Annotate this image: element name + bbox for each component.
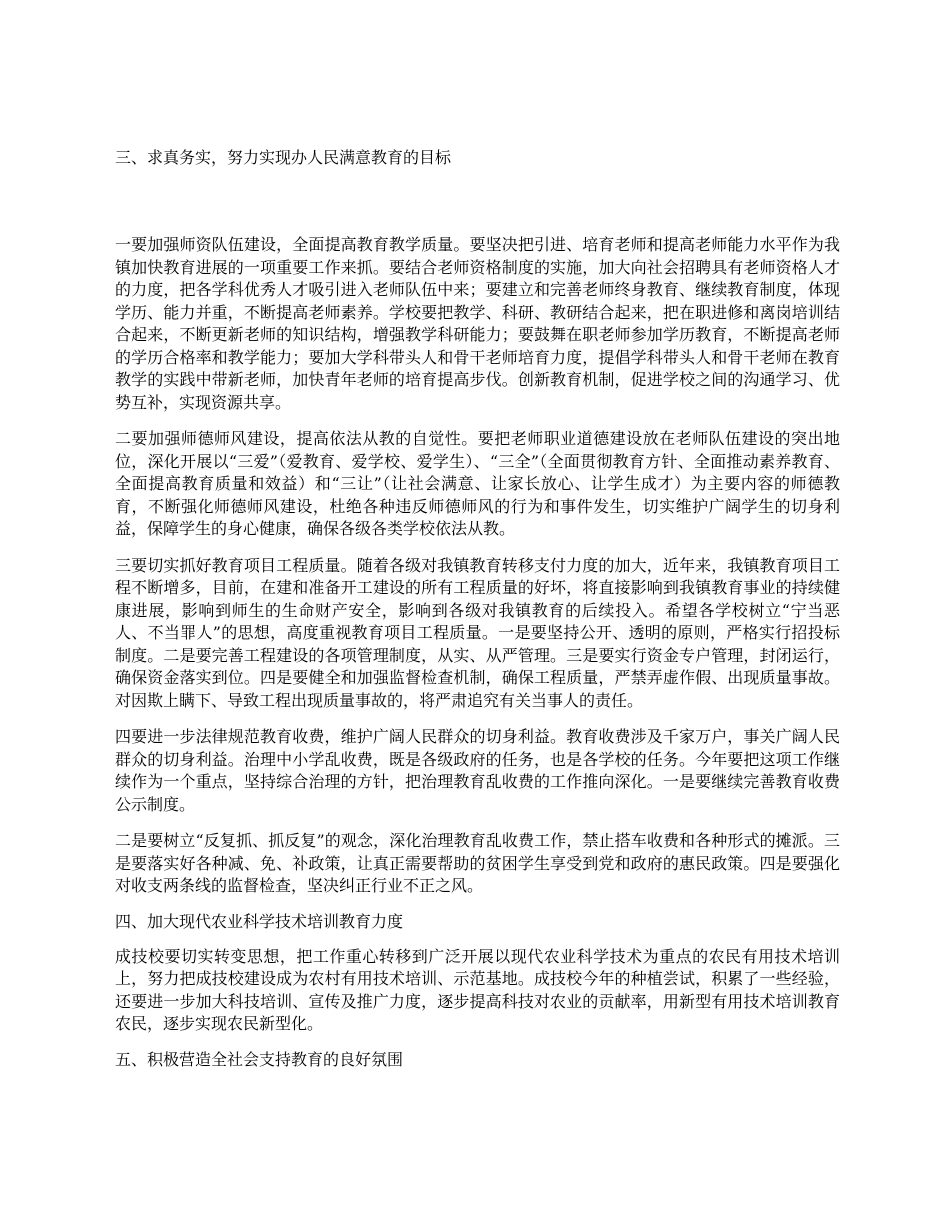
paragraph-gap xyxy=(115,934,840,946)
paragraph-gap xyxy=(115,541,840,555)
paragraph-gap xyxy=(115,816,840,830)
paragraph-agri-training: 成技校要切实转变思想，把工作重心转移到广泛开展以现代农业科学技术为重点的农民有用技术培训上，努力把成技校建设成为农村有用技术培训、示范基地。成技校今年的种植尝试，积累了一些经验，还要进一步加大科技培训、宣传及推广力度，逐步提高科技对农业的贡献率，用新型有用技术培训教育农民，逐步实现农民新型化。 xyxy=(115,946,840,1033)
paragraph-teacher-team: 一要加强师资队伍建设，全面提高教育教学质量。要坚决把引进、培育老师和提高老师能力水平作为我镇加快教育进展的一项重要工作来抓。要结合老师资格制度的实施，加大向社会招聘具有老师资格人才的力度，把各学科优秀人才吸引进入老师队伍中来；要建立和完善老师终身教育、继续教育制度，体现学历、能力并重，不断提高老师素养。学校要把教学、科研、教研结合起来，把在职进修和离岗培训结合起来，不断更新老师的知识结构，增强教学科研能力；要鼓舞在职老师参加学历教育，不断提高老师的学历合格率和教学能力；要加大学科带头人和骨干老师培育力度，提倡学科带头人和骨干老师在教育教学的实践中带新老师，加快青年老师的培育提高步伐。创新教育机制，促进学校之间的沟通学习、优势互补，实现资源共享。 xyxy=(115,235,840,412)
paragraph-gap xyxy=(115,414,840,428)
section-heading-four: 四、加大现代农业科学技术培训教育力度 xyxy=(115,911,404,931)
paragraph-gap xyxy=(115,712,840,726)
paragraph-education-fees: 四要进一步法律规范教育收费，维护广阔人民群众的切身利益。教育收费涉及千家万户，事关广阔人民群众的切身利益。治理中小学乱收费，既是各级政府的任务，也是各学校的任务。今年要把这项工作继续作为一个重点，坚持综合治理的方针，把治理教育乱收费的工作推向深化。一是要继续完善教育收费公示制度。 xyxy=(115,727,840,814)
document-page xyxy=(115,146,840,1072)
paragraph-project-quality: 三要切实抓好教育项目工程质量。随着各级对我镇教育转移支付力度的加大，近年来，我镇教育项目工程不断增多，目前，在建和准备开工建设的所有工程质量的好坏，将直接影响到我镇教育事业的持续健康进展，影响到师生的生命财产安全，影响到各级对我镇教育的后续投入。希望各学校树立“宁当恶人、不当罪人”的思想，高度重视教育项目工程质量。一是要坚持公开、透明的原则，严格实行招投标制度。二是要完善工程建设的各项管理制度，从实、从严管理。三是要实行资金专户管理，封闭运行，确保资金落实到位。四是要健全和加强监督检查机制，确保工程质量，严禁弄虚作假、出现质量事故。对因欺上瞒下、导致工程出现质量事故的，将严肃追究有关当事人的责任。 xyxy=(115,555,840,710)
paragraph-gap xyxy=(115,898,840,910)
paragraph-teacher-ethics: 二要加强师德师风建设，提高依法从教的自觉性。要把老师职业道德建设放在老师队伍建设的突出地位，深化开展以“三爱”（爱教育、爱学校、爱学生）、“三全”（全面贯彻教育方针、全面推动素养教育、全面提高教育质量和效益）和“三让”（让社会满意、让家长放心、让学生成才）为主要内容的师德教育，不断强化师德师风建设，杜绝各种违反师德师风的行为和事件发生，切实维护广阔学生的切身利益，保障学生的身心健康，确保各级各类学校依法从教。 xyxy=(115,429,840,538)
section-heading-three: 三、求真务实，努力实现办人民满意教育的目标 xyxy=(115,148,452,167)
section-heading-five: 五、积极营造全社会支持教育的良好氛围 xyxy=(115,1049,404,1069)
paragraph-fee-measures: 二是要树立“反复抓、抓反复”的观念，深化治理教育乱收费工作，禁止搭车收费和各种形式的摊派。三是要落实好各种减、免、补政策，让真正需要帮助的贫困学生享受到党和政府的惠民政策。四是要强化对收支两条线的监督检查，坚决纠正行业不正之风。 xyxy=(115,831,840,895)
paragraph-gap xyxy=(115,1036,840,1048)
